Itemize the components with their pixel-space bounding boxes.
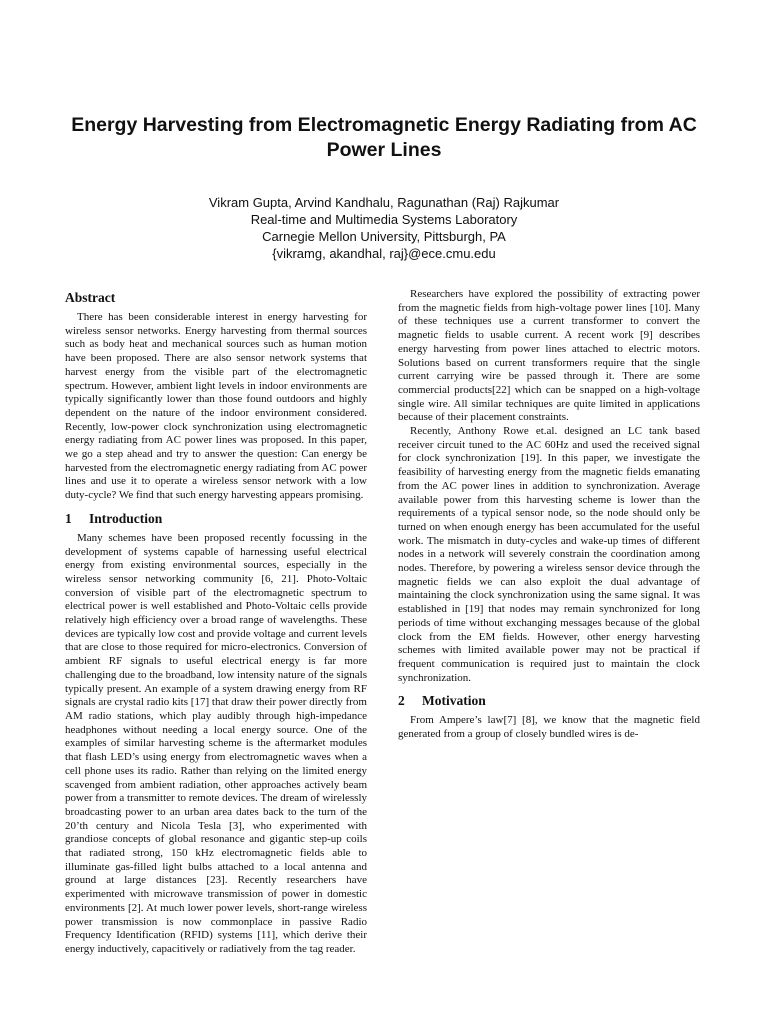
institution: Carnegie Mellon University, Pittsburgh, PA: [262, 229, 506, 244]
author-block: [60, 194, 708, 262]
motivation-paragraph-1: From Ampere’s law[7] [8], we know that the magnetic field generated from a group of closely bundled wires is de-: [398, 714, 700, 741]
abstract-heading: Abstract: [65, 290, 116, 305]
intro-paragraph-3: Recently, Anthony Rowe et.al. designed an LC tank based receiver circuit tuned to the AC 60Hz and used the received signal for clock synchronization [19]. In this paper, we investigate the feasibility of harvesting energy from the magnetic fields emanating from the AC power lines in addition to synchronization. Average available power from this harvesting scheme is lower than the requirements of a typical sensor node, so the node should only be turned on when enough energy has been accumulated for the useful work. The mismatch in duty-cycles and wake-up times of different nodes in a network will severely constrain the coordination among nodes. Therefore, by powering a wireless sensor device through the magnetic fields we can also exploit the dual advantage of maintaining the clock synchronization using the same signal. It was established in [19] that nodes may remain synchronized for long periods of time without exchanging messages because of the global clock from the EM fields. However, other energy harvesting schemes with limited available power may not be practical if frequent communication is required just to maintain the clock synchronization.: [398, 425, 700, 684]
affiliation: Real-time and Multimedia Systems Laboratory: [250, 212, 518, 227]
introduction-heading: [65, 511, 367, 527]
paper-title: Energy Harvesting from Electromagnetic Energy Radiating from AC Power Lines: [71, 114, 697, 161]
section-number: 2: [398, 693, 405, 709]
section-number: 1: [65, 510, 72, 526]
motivation-heading: [398, 693, 700, 709]
right-column: [398, 288, 700, 742]
intro-paragraph-2: Researchers have explored the possibility of extracting power from the magnetic fields from high-voltage power lines [10]. Many of these techniques use a current transformer to convert the magnetic fields to usable current. A recent work [9] describes energy harvesting from power lines attached to electric motors. Solutions based on current transformers require that the single current carrying wire be passed through it. There are some commercial products[22] which can be snapped on a high-voltage single wire. All similar techniques are quite limited in applications because of their placement constraints.: [398, 288, 700, 424]
author-emails: {vikramg, akandhal, raj}@ece.cmu.edu: [272, 246, 496, 261]
section-title: Motivation: [422, 693, 486, 709]
left-column: [65, 288, 367, 957]
abstract-text: There has been considerable interest in energy harvesting for wireless sensor networks. Energy harvesting from thermal sources such as body heat and mechanical sources such as human motion have been proposed. There are also sensor network systems that harvest energy from the visible part of the electromagnetic spectrum. However, ambient light levels in indoor environments are typically significantly lower than those found outdoors and highly dependent on the nature of the indoor environment considered. Recently, low-power clock synchronization using electromagnetic energy radiating from AC power lines was proposed. In this paper, we go a step ahead and try to answer the question: Can energy be harvested from the electromagnetic energy radiating from AC power lines and use it to operate a wireless sensor network with a low duty-cycle? We find that such energy harvesting appears promising.: [65, 311, 367, 502]
intro-paragraph-1: Many schemes have been proposed recently focussing in the development of systems capable of harnessing useful electrical energy from existing environmental sources, especially in the wireless sensor networking community [6, 21]. Photo-Voltaic conversion of visible part of the electromagnetic spectrum to electrical power is well established and Photo-Voltaic cells provide relatively high efficiency over a broad range of wavelengths. These devices are typically low cost and provide voltage and current levels that are close to those required for micro-electronics. Conversion of ambient RF signals to useful electrical energy is far more challenging due to the broadband, low intensity nature of the signals typically present. An example of a system drawing energy from RF signals are crystal radio kits [17] that draw their power directly from AM radio stations, which play audibly through high-impedance headphones without needing a local energy source. One of the examples of similar harvesting scheme is the aftermarket modules that flash LED’s using energy from electromagnetic waves when a cell phone uses its radio. Rather than relying on the limited energy scavenged from ambient radiation, other approaches actively beam power from a transmitter to remote devices. The dream of wirelessly broadcasting power to an urban area dates back to the turn of the 20’th century and Nicola Tesla [3], who experimented with grandiose concepts of global resonance and gigantic step-up coils that radiated strong, 150 kHz electromagnetic fields able to illuminate gas-filled light bulbs attached to a local antenna and ground at large distances [23]. Recently researchers have experimented with microwave transmission of power in domestic environments [2]. At much lower power levels, short-range wireless power transmission is now commonplace in passive Radio Frequency Identification (RFID) systems [11], which derive their energy inductively, capacitively or radiatively from the tag reader.: [65, 531, 367, 955]
author-names: Vikram Gupta, Arvind Kandhalu, Ragunathan (Raj) Rajkumar: [208, 195, 560, 210]
section-title: Introduction: [89, 510, 163, 526]
